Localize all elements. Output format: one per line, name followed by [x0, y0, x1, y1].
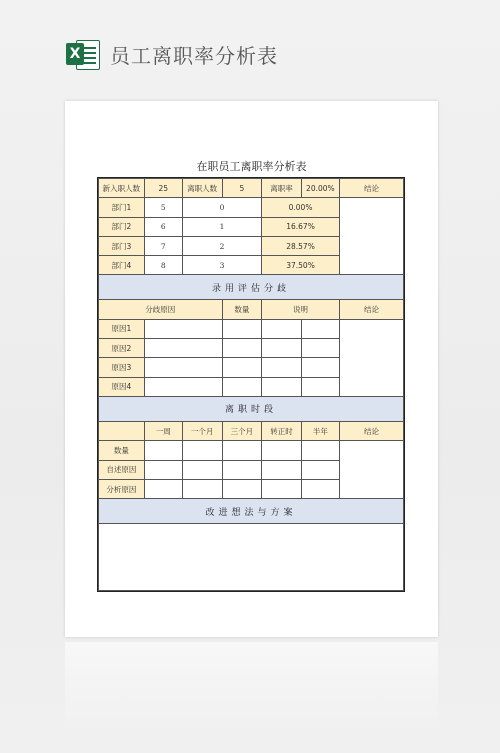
eval-cell[interactable] — [262, 339, 302, 358]
period-row-label: 分析原因 — [99, 479, 145, 498]
eval-header-row — [99, 300, 404, 319]
dept-hired[interactable]: 7 — [144, 236, 182, 255]
period-conclusion-header: 结论 — [339, 421, 403, 440]
eval-cell[interactable] — [222, 358, 262, 377]
eval-cell[interactable] — [144, 358, 222, 377]
eval-cell[interactable] — [144, 377, 222, 396]
dept-name: 部门3 — [99, 236, 145, 255]
table-row — [99, 319, 404, 338]
eval-cell[interactable] — [262, 358, 302, 377]
page-reflection — [65, 642, 438, 737]
section-title-eval: 录用评估分歧 — [99, 275, 404, 300]
period-cell[interactable] — [301, 441, 339, 460]
eval-cell[interactable] — [144, 319, 222, 338]
dept-hired[interactable]: 6 — [144, 217, 182, 236]
dept-rate[interactable]: 0.00% — [262, 198, 340, 217]
eval-cell[interactable] — [222, 377, 262, 396]
document-title: 在职员工离职率分析表 — [196, 160, 307, 173]
dept-name: 部门2 — [99, 217, 145, 236]
section-title-plan: 改进想法与方案 — [99, 499, 404, 524]
period-row-label: 数量 — [99, 441, 145, 460]
period-header-row — [99, 421, 404, 440]
eval-conclusion-cell[interactable] — [339, 319, 403, 396]
eval-row-label: 原因3 — [99, 358, 145, 377]
eval-cell[interactable] — [301, 339, 339, 358]
dept-rate[interactable]: 28.57% — [262, 236, 340, 255]
document-page — [65, 101, 438, 637]
period-cell[interactable] — [222, 460, 262, 479]
eval-cell[interactable] — [301, 377, 339, 396]
dept-name: 部门1 — [99, 198, 145, 217]
new-hires-label: 新入职人数 — [99, 179, 145, 198]
rate-value[interactable]: 20.00% — [301, 179, 339, 198]
period-header: 一周 — [144, 421, 182, 440]
dept-left[interactable]: 3 — [182, 256, 261, 275]
summary-conclusion-cell[interactable] — [339, 198, 403, 275]
period-cell[interactable] — [182, 479, 222, 498]
section-band — [99, 499, 404, 524]
period-header: 一个月 — [182, 421, 222, 440]
app-header — [66, 37, 278, 71]
period-cell[interactable] — [144, 441, 182, 460]
table-row — [99, 441, 404, 460]
eval-reason-header: 分歧原因 — [99, 300, 223, 319]
section-title-period: 离职时段 — [99, 396, 404, 421]
dept-rate[interactable]: 37.50% — [262, 256, 340, 275]
dept-name: 部门4 — [99, 256, 145, 275]
section-band — [99, 396, 404, 421]
period-cell[interactable] — [262, 441, 302, 460]
left-label: 离职人数 — [182, 179, 222, 198]
eval-cell[interactable] — [301, 358, 339, 377]
eval-conclusion-header: 结论 — [339, 300, 403, 319]
eval-cell[interactable] — [301, 319, 339, 338]
period-header: 三个月 — [222, 421, 262, 440]
summary-row — [99, 179, 404, 198]
dept-hired[interactable]: 8 — [144, 256, 182, 275]
plan-text-area[interactable] — [99, 524, 404, 591]
period-cell[interactable] — [262, 460, 302, 479]
eval-row-label: 原因1 — [99, 319, 145, 338]
plan-row — [99, 524, 404, 591]
period-cell[interactable] — [182, 460, 222, 479]
section-band — [99, 275, 404, 300]
dept-rate[interactable]: 16.67% — [262, 217, 340, 236]
eval-cell[interactable] — [262, 377, 302, 396]
app-title: 员工离职率分析表 — [110, 43, 278, 68]
left-value[interactable]: 5 — [222, 179, 262, 198]
eval-cell[interactable] — [262, 319, 302, 338]
period-cell[interactable] — [301, 460, 339, 479]
period-corner-cell — [99, 421, 145, 440]
new-hires-value[interactable]: 25 — [144, 179, 182, 198]
analysis-sheet — [97, 177, 405, 592]
dept-left[interactable]: 2 — [182, 236, 261, 255]
period-header: 转正时 — [262, 421, 302, 440]
eval-cell[interactable] — [144, 339, 222, 358]
period-cell[interactable] — [301, 479, 339, 498]
dept-left[interactable]: 1 — [182, 217, 261, 236]
eval-row-label: 原因2 — [99, 339, 145, 358]
period-header: 半年 — [301, 421, 339, 440]
eval-cell[interactable] — [222, 319, 262, 338]
period-conclusion-cell[interactable] — [339, 441, 403, 499]
excel-icon: X — [66, 37, 100, 71]
eval-count-header: 数量 — [222, 300, 262, 319]
period-cell[interactable] — [144, 460, 182, 479]
eval-row-label: 原因4 — [99, 377, 145, 396]
eval-note-header: 说明 — [262, 300, 340, 319]
dept-left[interactable]: 0 — [182, 198, 261, 217]
period-cell[interactable] — [144, 479, 182, 498]
conclusion-label: 结论 — [339, 179, 403, 198]
eval-cell[interactable] — [222, 339, 262, 358]
period-cell[interactable] — [222, 479, 262, 498]
rate-label: 离职率 — [262, 179, 302, 198]
period-row-label: 自述原因 — [99, 460, 145, 479]
period-cell[interactable] — [182, 441, 222, 460]
dept-hired[interactable]: 5 — [144, 198, 182, 217]
period-cell[interactable] — [222, 441, 262, 460]
period-cell[interactable] — [262, 479, 302, 498]
table-row — [99, 198, 404, 217]
